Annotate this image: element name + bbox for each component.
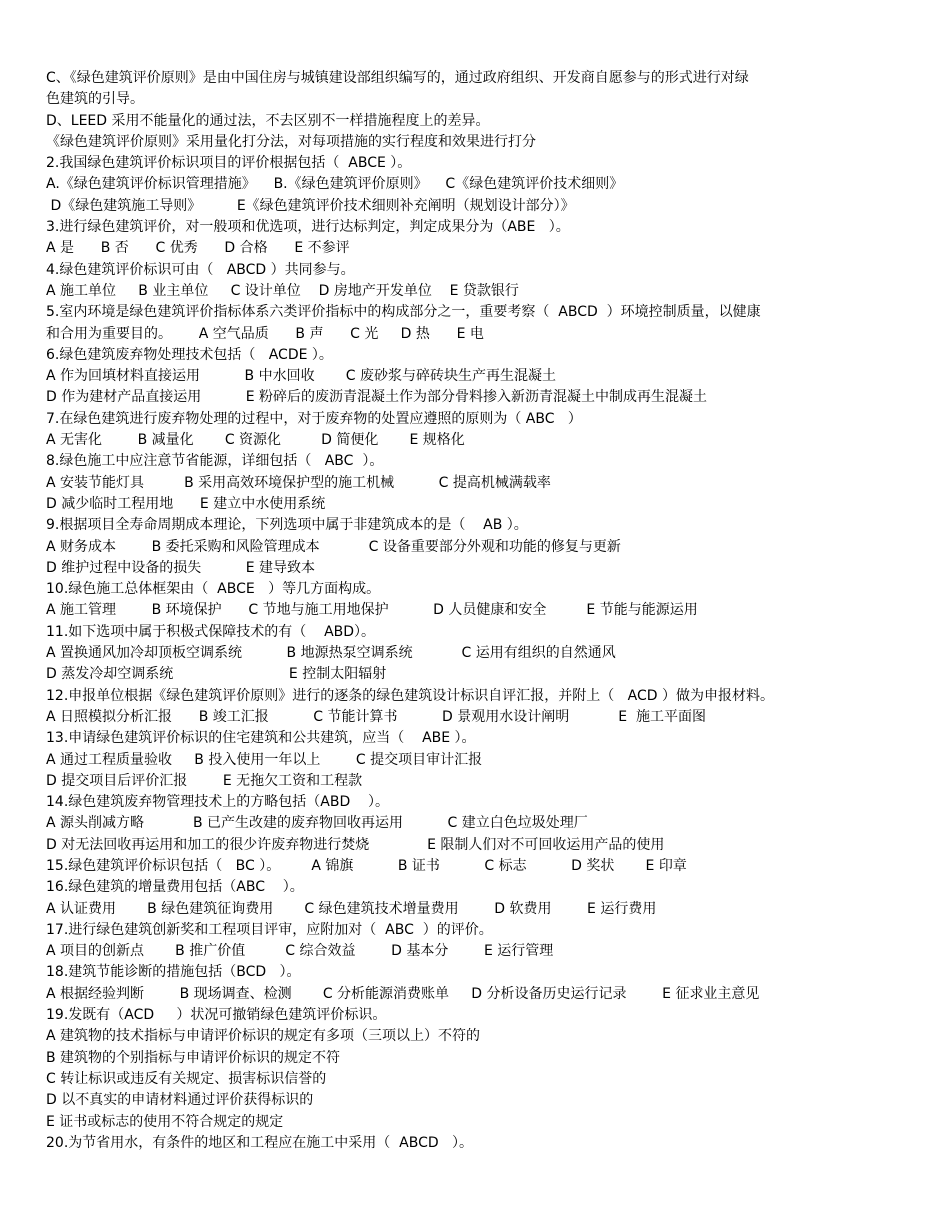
text-line: D《绿色建筑施工导则》 E《绿色建筑评价技术细则补充阐明（规划设计部分）》 [46, 197, 575, 214]
text-line: 16.绿色建筑的增量费用包括（ABC ）。 [46, 879, 304, 896]
text-line: A 日照模拟分析汇报 B 竣工汇报 C 节能计算书 D 景观用水设计阐明 E 施工平面图 [46, 708, 706, 725]
text-line: C、《绿色建筑评价原则》是由中国住房与城镇建设部组织编写的，通过政府组织、开发商自愿参与的形式进行对绿 [46, 70, 749, 86]
text-line: B 建筑物的个别指标与申请评价标识的规定不符 [46, 1049, 341, 1066]
text-line: 19.发既有（ACD ）状况可撤销绿色建筑评价标识。 [46, 1007, 387, 1024]
text-line: A 项目的创新点 B 推广价值 C 综合效益 D 基本分 E 运行管理 [46, 943, 554, 960]
text-line: 17.进行绿色建筑创新奖和工程项目评审，应附加对（ ABC ）的评价。 [46, 921, 493, 938]
text-line: 色建筑的引导。 [46, 91, 144, 108]
text-line: A 无害化 B 减量化 C 资源化 D 简便化 E 规格化 [46, 432, 465, 449]
text-line: D 维护过程中设备的损失 E 建导致本 [46, 559, 316, 576]
text-line: D 减少临时工程用地 E 建立中水使用系统 [46, 495, 326, 512]
text-line: 3.进行绿色建筑评价，对一般项和优选项，进行达标判定，判定成果分为（ABE ）。 [46, 219, 570, 236]
text-line: A 源头削减方略 B 已产生改建的废弃物回收再运用 C 建立白色垃圾处理厂 [46, 815, 588, 832]
text-line: 13.申请绿色建筑评价标识的住宅建筑和公共建筑，应当（ ABE ）。 [46, 730, 476, 747]
text-line: 和合用为重要目的。 A 空气品质 B 声 C 光 D 热 E 电 [46, 325, 484, 342]
text-line: D、LEED 采用不能量化的通过法，不去区别不一样措施程度上的差异。 [46, 112, 490, 129]
text-line: D 以不真实的申请材料通过评价获得标识的 [46, 1092, 314, 1109]
text-line: 2.我国绿色建筑评价标识项目的评价根据包括（ ABCE ）。 [46, 155, 412, 172]
text-line: A 认证费用 B 绿色建筑征询费用 C 绿色建筑技术增量费用 D 软费用 E 运行费用 [46, 900, 657, 917]
text-line: C 转让标识或违反有关规定、损害标识信誉的 [46, 1070, 327, 1087]
document-body [46, 68, 916, 1154]
text-line: 18.建筑节能诊断的措施包括（BCD ）。 [46, 964, 301, 981]
text-line: 20.为节省用水，有条件的地区和工程应在施工中采用（ ABCD ）。 [46, 1134, 474, 1151]
text-line: D 作为建材产品直接运用 E 粉碎后的废沥青混凝土作为部分骨料掺入新沥青混凝土中制成再生混凝土 [46, 389, 708, 406]
text-line: A 根据经验判断 B 现场调查、检测 C 分析能源消费账单 D 分析设备历史运行记录 E 征求业主意见 [46, 985, 760, 1002]
text-line: A 安装节能灯具 B 采用高效环境保护型的施工机械 C 提高机械满载率 [46, 474, 551, 491]
text-line: A 作为回填材料直接运用 B 中水回收 C 废砂浆与碎砖块生产再生混凝土 [46, 368, 556, 385]
text-line: 4.绿色建筑评价标识可由（ ABCD ）共同参与。 [46, 261, 355, 278]
text-line: 7.在绿色建筑进行废弃物处理的过程中，对于废弃物的处置应遵照的原则为（ ABC ） [46, 410, 582, 427]
text-line: 5.室内环境是绿色建筑评价指标体系六类评价指标中的构成部分之一，重要考察（ ABCD ）环境控制质量，以健康 [46, 304, 761, 321]
text-line: 8.绿色施工中应注意节省能源，详细包括（ ABC ）。 [46, 453, 384, 470]
text-line: 9.根据项目全寿命周期成本理论，下列选项中属于非建筑成本的是（ AB ）。 [46, 517, 528, 534]
text-line: A.《绿色建筑评价标识管理措施》 B.《绿色建筑评价原则》 C《绿色建筑评价技术细则》 [46, 176, 624, 193]
text-line: 10.绿色施工总体框架由（ ABCE ）等几方面构成。 [46, 581, 381, 598]
text-line: A 是 B 否 C 优秀 D 合格 E 不参评 [46, 240, 350, 257]
text-line: D 蒸发冷却空调系统 E 控制太阳辐射 [46, 666, 387, 683]
text-line: A 施工单位 B 业主单位 C 设计单位 D 房地产开发单位 E 贷款银行 [46, 282, 519, 299]
text-line: 6.绿色建筑废弃物处理技术包括（ ACDE ）。 [46, 346, 333, 363]
text-line: 11.如下选项中属于积极式保障技术的有（ ABD）。 [46, 623, 376, 640]
text-line: D 提交项目后评价汇报 E 无拖欠工资和工程款 [46, 772, 363, 789]
text-line: 《绿色建筑评价原则》采用量化打分法，对每项措施的实行程度和效果进行打分 [46, 133, 536, 150]
text-line: 14.绿色建筑废弃物管理技术上的方略包括（ABD ）。 [46, 794, 390, 811]
text-line: A 通过工程质量验收 B 投入使用一年以上 C 提交项目审计汇报 [46, 751, 483, 768]
text-line: A 施工管理 B 环境保护 C 节地与施工用地保护 D 人员健康和安全 E 节能与能源运用 [46, 602, 698, 619]
text-line: E 证书或标志的使用不符合规定的规定 [46, 1113, 284, 1130]
text-line: A 置换通风加冷却顶板空调系统 B 地源热泵空调系统 C 运用有组织的自然通风 [46, 645, 616, 662]
text-line: A 财务成本 B 委托采购和风险管理成本 C 设备重要部分外观和功能的修复与更新 [46, 538, 621, 555]
text-line: A 建筑物的技术指标与申请评价标识的规定有多项（三项以上）不符的 [46, 1028, 481, 1045]
text-line: 15.绿色建筑评价标识包括（ BC ）。 A 锦旗 B 证书 C 标志 D 奖状 E 印章 [46, 857, 687, 874]
text-line: 12.申报单位根据《绿色建筑评价原则》进行的逐条的绿色建筑设计标识自评汇报，并附上（ ACD ）做为申报材料。 [46, 687, 774, 704]
text-line: D 对无法回收再运用和加工的很少许废弃物进行焚烧 E 限制人们对不可回收运用产品的使用 [46, 836, 665, 853]
